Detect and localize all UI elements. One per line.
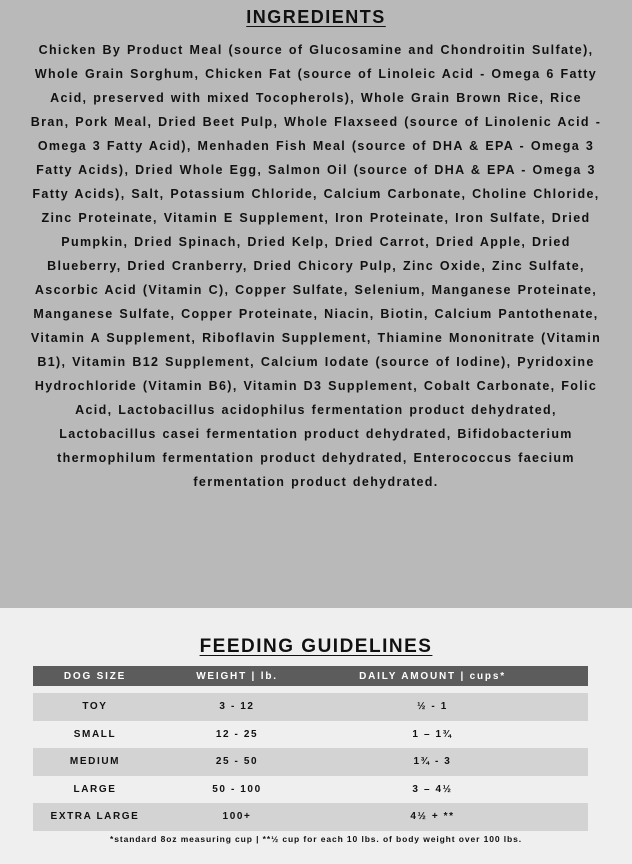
table-row bbox=[33, 803, 588, 831]
feeding-guidelines-section bbox=[0, 608, 632, 864]
feeding-footnote: *standard 8oz measuring cup | **½ cup for each 10 lbs. of body weight over 100 lbs. bbox=[110, 834, 522, 844]
feeding-table bbox=[33, 666, 588, 831]
header-daily-amount: DAILY AMOUNT | cups* bbox=[359, 670, 506, 682]
weight-cell: 3 - 12 bbox=[219, 701, 255, 713]
table-row bbox=[33, 693, 588, 721]
weight-cell: 100+ bbox=[222, 811, 252, 823]
weight-cell: 25 - 50 bbox=[215, 756, 259, 768]
weight-cell: 12 - 25 bbox=[215, 728, 259, 740]
dog-size-cell: MEDIUM bbox=[69, 756, 121, 768]
dog-size-cell: SMALL bbox=[73, 728, 117, 740]
dog-size-cell: LARGE bbox=[73, 783, 117, 795]
daily-amount-cell: ½ - 1 bbox=[417, 701, 448, 713]
daily-amount-cell: 1¾ - 3 bbox=[413, 756, 452, 768]
daily-amount-cell: 4½ + ** bbox=[410, 811, 455, 823]
table-row bbox=[33, 776, 588, 804]
table-row bbox=[33, 721, 588, 749]
header-weight: WEIGHT | lb. bbox=[196, 670, 278, 682]
daily-amount-cell: 3 – 4½ bbox=[412, 783, 453, 795]
header-dog-size: DOG SIZE bbox=[63, 670, 127, 682]
table-row bbox=[33, 748, 588, 776]
ingredients-list: Chicken By Product Meal (source of Glucosamine and Chondroitin Sulfate), Whole Grain Sorghum, Chicken Fat (source of Linoleic Acid - Omega 6 Fatty Acid, preserved with mixed Tocopherols), Whole Grain Brown Rice, Rice Bran, Pork Meal, Dried Beet Pulp, Whole Flaxseed (source of Linolenic Acid - Omega 3 Fatty Acid), Menhaden Fish Meal (source of DHA & EPA - Omega 3 Fatty Acids), Dried Whole Egg, Salmon Oil (source of DHA & EPA - Omega 3 Fatty Acids), Salt, Potassium Chloride, Calcium Carbonate, Choline Chloride, Zinc Proteinate, Vitamin E Supplement, Iron Proteinate, Iron Sulfate, Dried Pumpkin, Dried Spinach, Dried Kelp, Dried Carrot, Dried Apple, Dried Blueberry, Dried Cranberry, Dried Chicory Pulp, Zinc Oxide, Zinc Sulfate, Ascorbic Acid (Vitamin C), Copper Sulfate, Selenium, Manganese Proteinate, Manganese Sulfate, Copper Proteinate, Niacin, Biotin, Calcium Pantothenate, Vitamin A Supplement, Riboflavin Supplement, Thiamine Mononitrate (Vitamin B1), Vitamin B12 Supplement, Calcium Iodate (source of Iodine), Pyridoxine Hydrochloride (Vitamin B6), Vitamin D3 Supplement, Cobalt Carbonate, Folic Acid, Lactobacillus acidophilus fermentation product dehydrated, Lactobacillus casei fermentation product dehydrated, Bifidobacterium thermophilum fermentation product dehydrated, Enterococcus faecium fermentation product dehydrated. bbox=[30, 43, 602, 489]
ingredients-title: INGREDIENTS bbox=[246, 7, 386, 27]
weight-cell: 50 - 100 bbox=[212, 783, 262, 795]
dog-size-cell: TOY bbox=[82, 701, 108, 713]
dog-size-cell: EXTRA LARGE bbox=[50, 811, 140, 823]
feeding-guidelines-title: FEEDING GUIDELINES bbox=[199, 636, 433, 657]
table-header-row bbox=[33, 666, 588, 686]
daily-amount-cell: 1 – 1¾ bbox=[412, 728, 453, 740]
